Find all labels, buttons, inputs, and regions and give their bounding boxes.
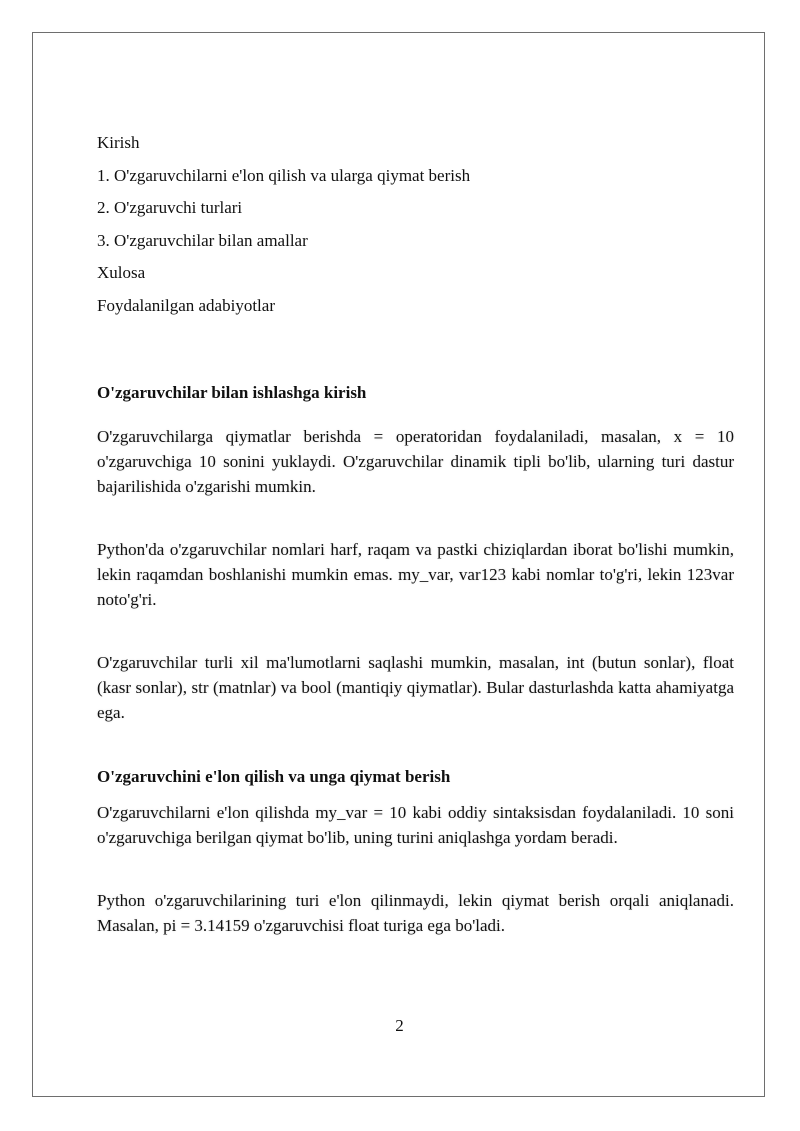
table-of-contents: [97, 133, 734, 328]
toc-item-conclusion: Xulosa: [97, 263, 146, 282]
paragraph-types: O'zgaruvchilar turli xil ma'lumotlarni saqlashi mumkin, masalan, int (butun sonlar), float (kasr sonlar), str (matnlar) va bool (mantiqiy qiymatlar). Bular dasturlashda katta ahamiyatga ega.: [97, 653, 734, 722]
page-content: [97, 133, 734, 938]
page-number: 2: [395, 1016, 404, 1035]
toc-item-2: 2. O'zgaruvchi turlari: [97, 198, 243, 217]
toc-item-references: Foydalanilgan adabiyotlar: [97, 295, 275, 315]
section-heading-intro: O'zgaruvchilar bilan ishlashga kirish: [97, 383, 367, 402]
paragraph-declaration: O'zgaruvchilarni e'lon qilishda my_var = 10 kabi oddiy sintaksisdan foydalaniladi. 10 soni o'zgaruvchiga berilgan qiymat bo'lib, uning turini aniqlashga yordam beradi.: [97, 803, 734, 847]
section-heading-declaration: O'zgaruvchini e'lon qilish va unga qiymat berish: [97, 767, 451, 786]
paragraph-naming: Python'da o'zgaruvchilar nomlari harf, raqam va pastki chiziqlardan iborat bo'lishi mumkin, lekin raqamdan boshlanishi mumkin emas. my_var, var123 kabi nomlar to'g'ri, lekin 123var noto'g'ri.: [97, 540, 734, 609]
toc-item-3: 3. O'zgaruvchilar bilan amallar: [97, 230, 308, 250]
paragraph-dynamic-typing: Python o'zgaruvchilarining turi e'lon qilinmaydi, lekin qiymat berish orqali aniqlanadi. Masalan, pi = 3.14159 o'zgaruvchisi float turiga ega bo'ladi.: [97, 891, 734, 935]
toc-item-1: 1. O'zgaruvchilarni e'lon qilish va ularga qiymat berish: [97, 165, 471, 185]
toc-item-intro: Kirish: [97, 133, 140, 152]
document-page: [32, 32, 765, 1097]
paragraph-assignment: O'zgaruvchilarga qiymatlar berishda = operatoridan foydalaniladi, masalan, x = 10 o'zgaruvchiga 10 sonini yuklaydi. O'zgaruvchilar dinamik tipli bo'lib, ularning turi dastur bajarilishida o'zgarishi mumkin.: [97, 427, 734, 496]
